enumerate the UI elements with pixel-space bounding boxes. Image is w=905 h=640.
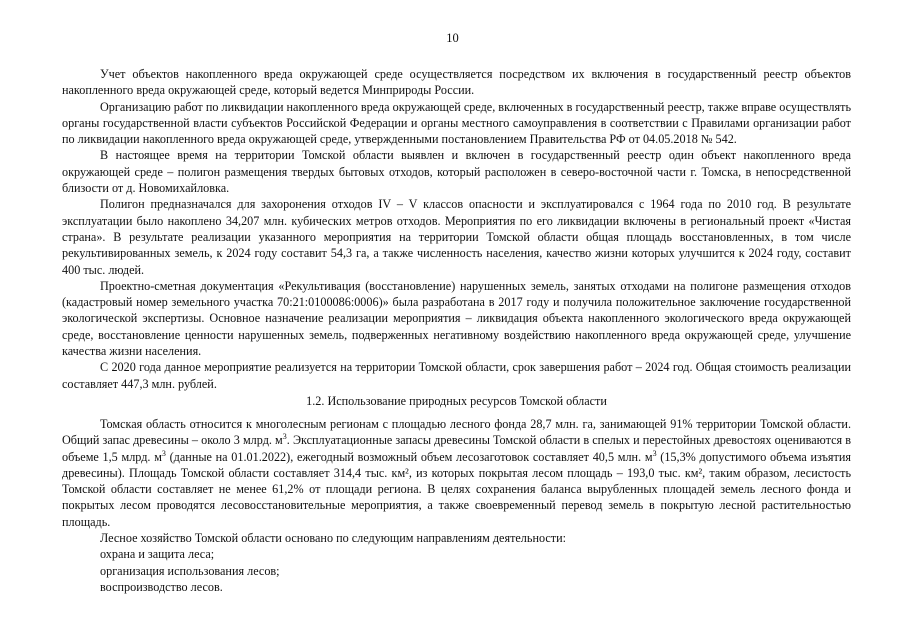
paragraph-project-documentation: Проектно-сметная документация «Рекультивация (восстановление) нарушенных земель, занятых отходами на полигоне размещения отходов (кадастровый номер земельного участка 70:21:0100086:0006)» была разработана в 2017 году и получила положительное заключение государственной экологической экспертизы. Основное назначение реализации мероприятия – ликвидация объекта накопленного экологического вреда окружающей среде, восстановление ценности нарушенных земель, подверженных негативному воздействию накопленного вреда окружающей среде, улучшение качества жизни населения.	[62, 278, 851, 359]
paragraph-registry: Учет объектов накопленного вреда окружающей среде осуществляется посредством их включения в государственный реестр объектов накопленного вреда окружающей среде, который ведется Минприроды России.	[62, 67, 851, 98]
list-item: охрана и защита леса;	[100, 547, 215, 562]
list-item: организация использования лесов;	[100, 563, 280, 578]
paragraph-organization: Организацию работ по ликвидации накопленного вреда окружающей среде, включенных в государственный реестр, также вправе осуществлять органы государственной власти субъектов Российской Федерации и органы местного самоуправления в соответствии с Правилами организации работ по ликвидации накопленного вреда окружающей среде, утвержденными постановлением Правительства РФ от 04.05.2018 № 542.	[62, 99, 851, 147]
paragraph-landfill-object: В настоящее время на территории Томской области выявлен и включен в государственный реестр один объект накопленного вреда окружающей среде – полигон размещения твердых бытовых отходов, который расположен в северо-восточной части г. Томска, в непосредственной близости от д. Новомихайловка.	[62, 148, 851, 196]
paragraph-landfill-history: Полигон предназначался для захоронения отходов IV – V классов опасности и эксплуатировался с 1964 года по 2010 год. В результате эксплуатации было накоплено 34,207 млн. кубических метров отходов. Мероприятия по его ликвидации включены в региональный проект «Чистая страна». В результате реализации указанного мероприятия на территории Томской области общая площадь восстановленных, в том числе рекультивированных земель, к 2024 году составит 54,3 га, а также численность населения, качество жизни которых улучшится к 2024 году, составит 400 тыс. людей.	[62, 197, 851, 277]
paragraph-implementation: С 2020 года данное мероприятие реализуется на территории Томской области, срок завершения работ – 2024 год. Общая стоимость реализации составляет 447,3 млн. рублей.	[62, 360, 851, 391]
list-item: воспроизводство лесов.	[100, 579, 223, 594]
section-heading: 1.2. Использование природных ресурсов Томской области	[306, 393, 607, 408]
document-body	[62, 66, 851, 595]
paragraph-forest-resources: Томская область относится к многолесным регионам с площадью лесного фонда 28,7 млн. га, занимающей 91% территории Томской области. Общий запас древесины – около 3 млрд. $м^3$. Эксплуатационные запасы древесины Томской области в спелых и перестойных древостоях оцениваются в объеме 1,5 млрд. $м^3$ (данные на 01.01.2022), ежегодный возможный объем лесозаготовок составляет 40,5 млн. $м^3$ (15,3% допустимого объема изъятия древесины). Площадь Томской области составляет 314,4 тыс. км², из которых покрытая лесом площадь – 193,0 тыс. км², таким образом, лесистость Томской области составляет не менее 61,2% от площади региона. В целях сохранения баланса вырубленных площадей земель лесного фонда и покрытых лесом проводятся лесовосстановительные мероприятия, а также своевременный перевод земель в покрытую лесной растительностью площадь.	[62, 416, 851, 529]
paragraph-directions-intro: Лесное хозяйство Томской области основано по следующим направлениям деятельности:	[100, 531, 567, 546]
page-number: 10	[446, 31, 459, 45]
